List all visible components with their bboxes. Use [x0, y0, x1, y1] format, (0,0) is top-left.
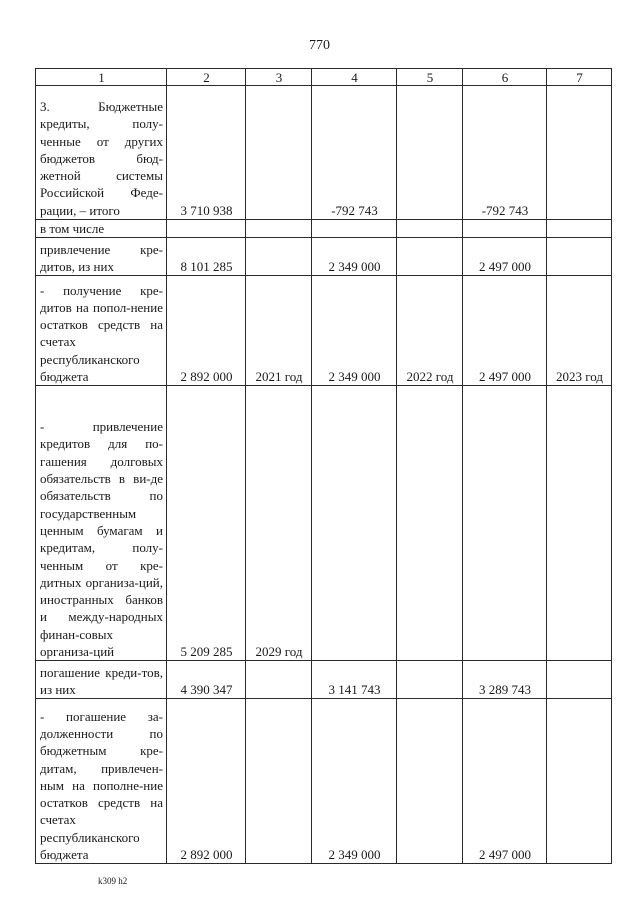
cell-col4: 2 349 000	[312, 276, 397, 386]
cell-col5	[397, 86, 463, 220]
cell-col4	[312, 386, 397, 661]
cell-col7	[547, 661, 612, 699]
cell-col7: 2023 год	[547, 276, 612, 386]
table-row	[36, 661, 612, 699]
cell-col7	[547, 238, 612, 276]
footer-code: k309 h2	[98, 876, 128, 886]
cell-col6: -792 743	[463, 86, 547, 220]
row-label: - получение кре-дитов на попол-нение остатков средств на счетах республиканского бюджета	[36, 276, 167, 386]
cell-col6	[463, 386, 547, 661]
cell-col7	[547, 86, 612, 220]
cell-col2: 2 892 000	[167, 699, 246, 864]
column-header: 5	[397, 69, 463, 86]
cell-col4: 3 141 743	[312, 661, 397, 699]
table-row	[36, 386, 612, 661]
page-number: 770	[309, 38, 330, 53]
budget-table	[35, 68, 612, 864]
column-header: 6	[463, 69, 547, 86]
cell-col3	[246, 699, 312, 864]
column-header: 1	[36, 69, 167, 86]
row-label: погашение креди-тов, из них	[36, 661, 167, 699]
column-header: 3	[246, 69, 312, 86]
cell-col4	[312, 220, 397, 238]
row-label: 3. Бюджетные кредиты, полу-ченные от других бюджетов бюд-жетной системы Российской Феде-рации, – итого	[36, 86, 167, 220]
cell-col5	[397, 220, 463, 238]
cell-col6	[463, 220, 547, 238]
cell-col7	[547, 699, 612, 864]
cell-col5	[397, 386, 463, 661]
cell-col6: 2 497 000	[463, 276, 547, 386]
cell-col5	[397, 661, 463, 699]
cell-col3	[246, 661, 312, 699]
cell-col2: 8 101 285	[167, 238, 246, 276]
cell-col5	[397, 238, 463, 276]
cell-col4: -792 743	[312, 86, 397, 220]
cell-col5	[397, 699, 463, 864]
cell-col3	[246, 238, 312, 276]
cell-col2: 4 390 347	[167, 661, 246, 699]
column-header: 4	[312, 69, 397, 86]
table-row	[36, 220, 612, 238]
cell-col7	[547, 386, 612, 661]
cell-col3	[246, 86, 312, 220]
cell-col2: 2 892 000	[167, 276, 246, 386]
cell-col6: 3 289 743	[463, 661, 547, 699]
cell-col5: 2022 год	[397, 276, 463, 386]
cell-col3	[246, 220, 312, 238]
row-label: - погашение за-долженности по бюджетным кре-дитам, привлечен-ным на пополне-ние остатков средств на счетах республиканского бюджета	[36, 699, 167, 864]
column-header: 7	[547, 69, 612, 86]
row-label: привлечение кре-дитов, из них	[36, 238, 167, 276]
cell-col4: 2 349 000	[312, 699, 397, 864]
cell-col7	[547, 220, 612, 238]
row-label: в том числе	[36, 220, 167, 238]
table-row	[36, 238, 612, 276]
cell-col2	[167, 220, 246, 238]
column-header: 2	[167, 69, 246, 86]
table-row	[36, 276, 612, 386]
cell-col6: 2 497 000	[463, 699, 547, 864]
table-row	[36, 699, 612, 864]
row-label: - привлечение кредитов для по-гашения долговых обязательств в ви-де обязательств по государственным ценным бумагам и кредитам, полу-ченным от кре-дитных организа-ций, иностранных банков и между-народных финан-совых организа-ций	[36, 386, 167, 661]
cell-col3: 2021 год	[246, 276, 312, 386]
column-number-row	[36, 69, 612, 86]
cell-col6: 2 497 000	[463, 238, 547, 276]
cell-col2: 5 209 285	[167, 386, 246, 661]
cell-col2: 3 710 938	[167, 86, 246, 220]
table-row	[36, 86, 612, 220]
cell-col4: 2 349 000	[312, 238, 397, 276]
cell-col3: 2029 год	[246, 386, 312, 661]
